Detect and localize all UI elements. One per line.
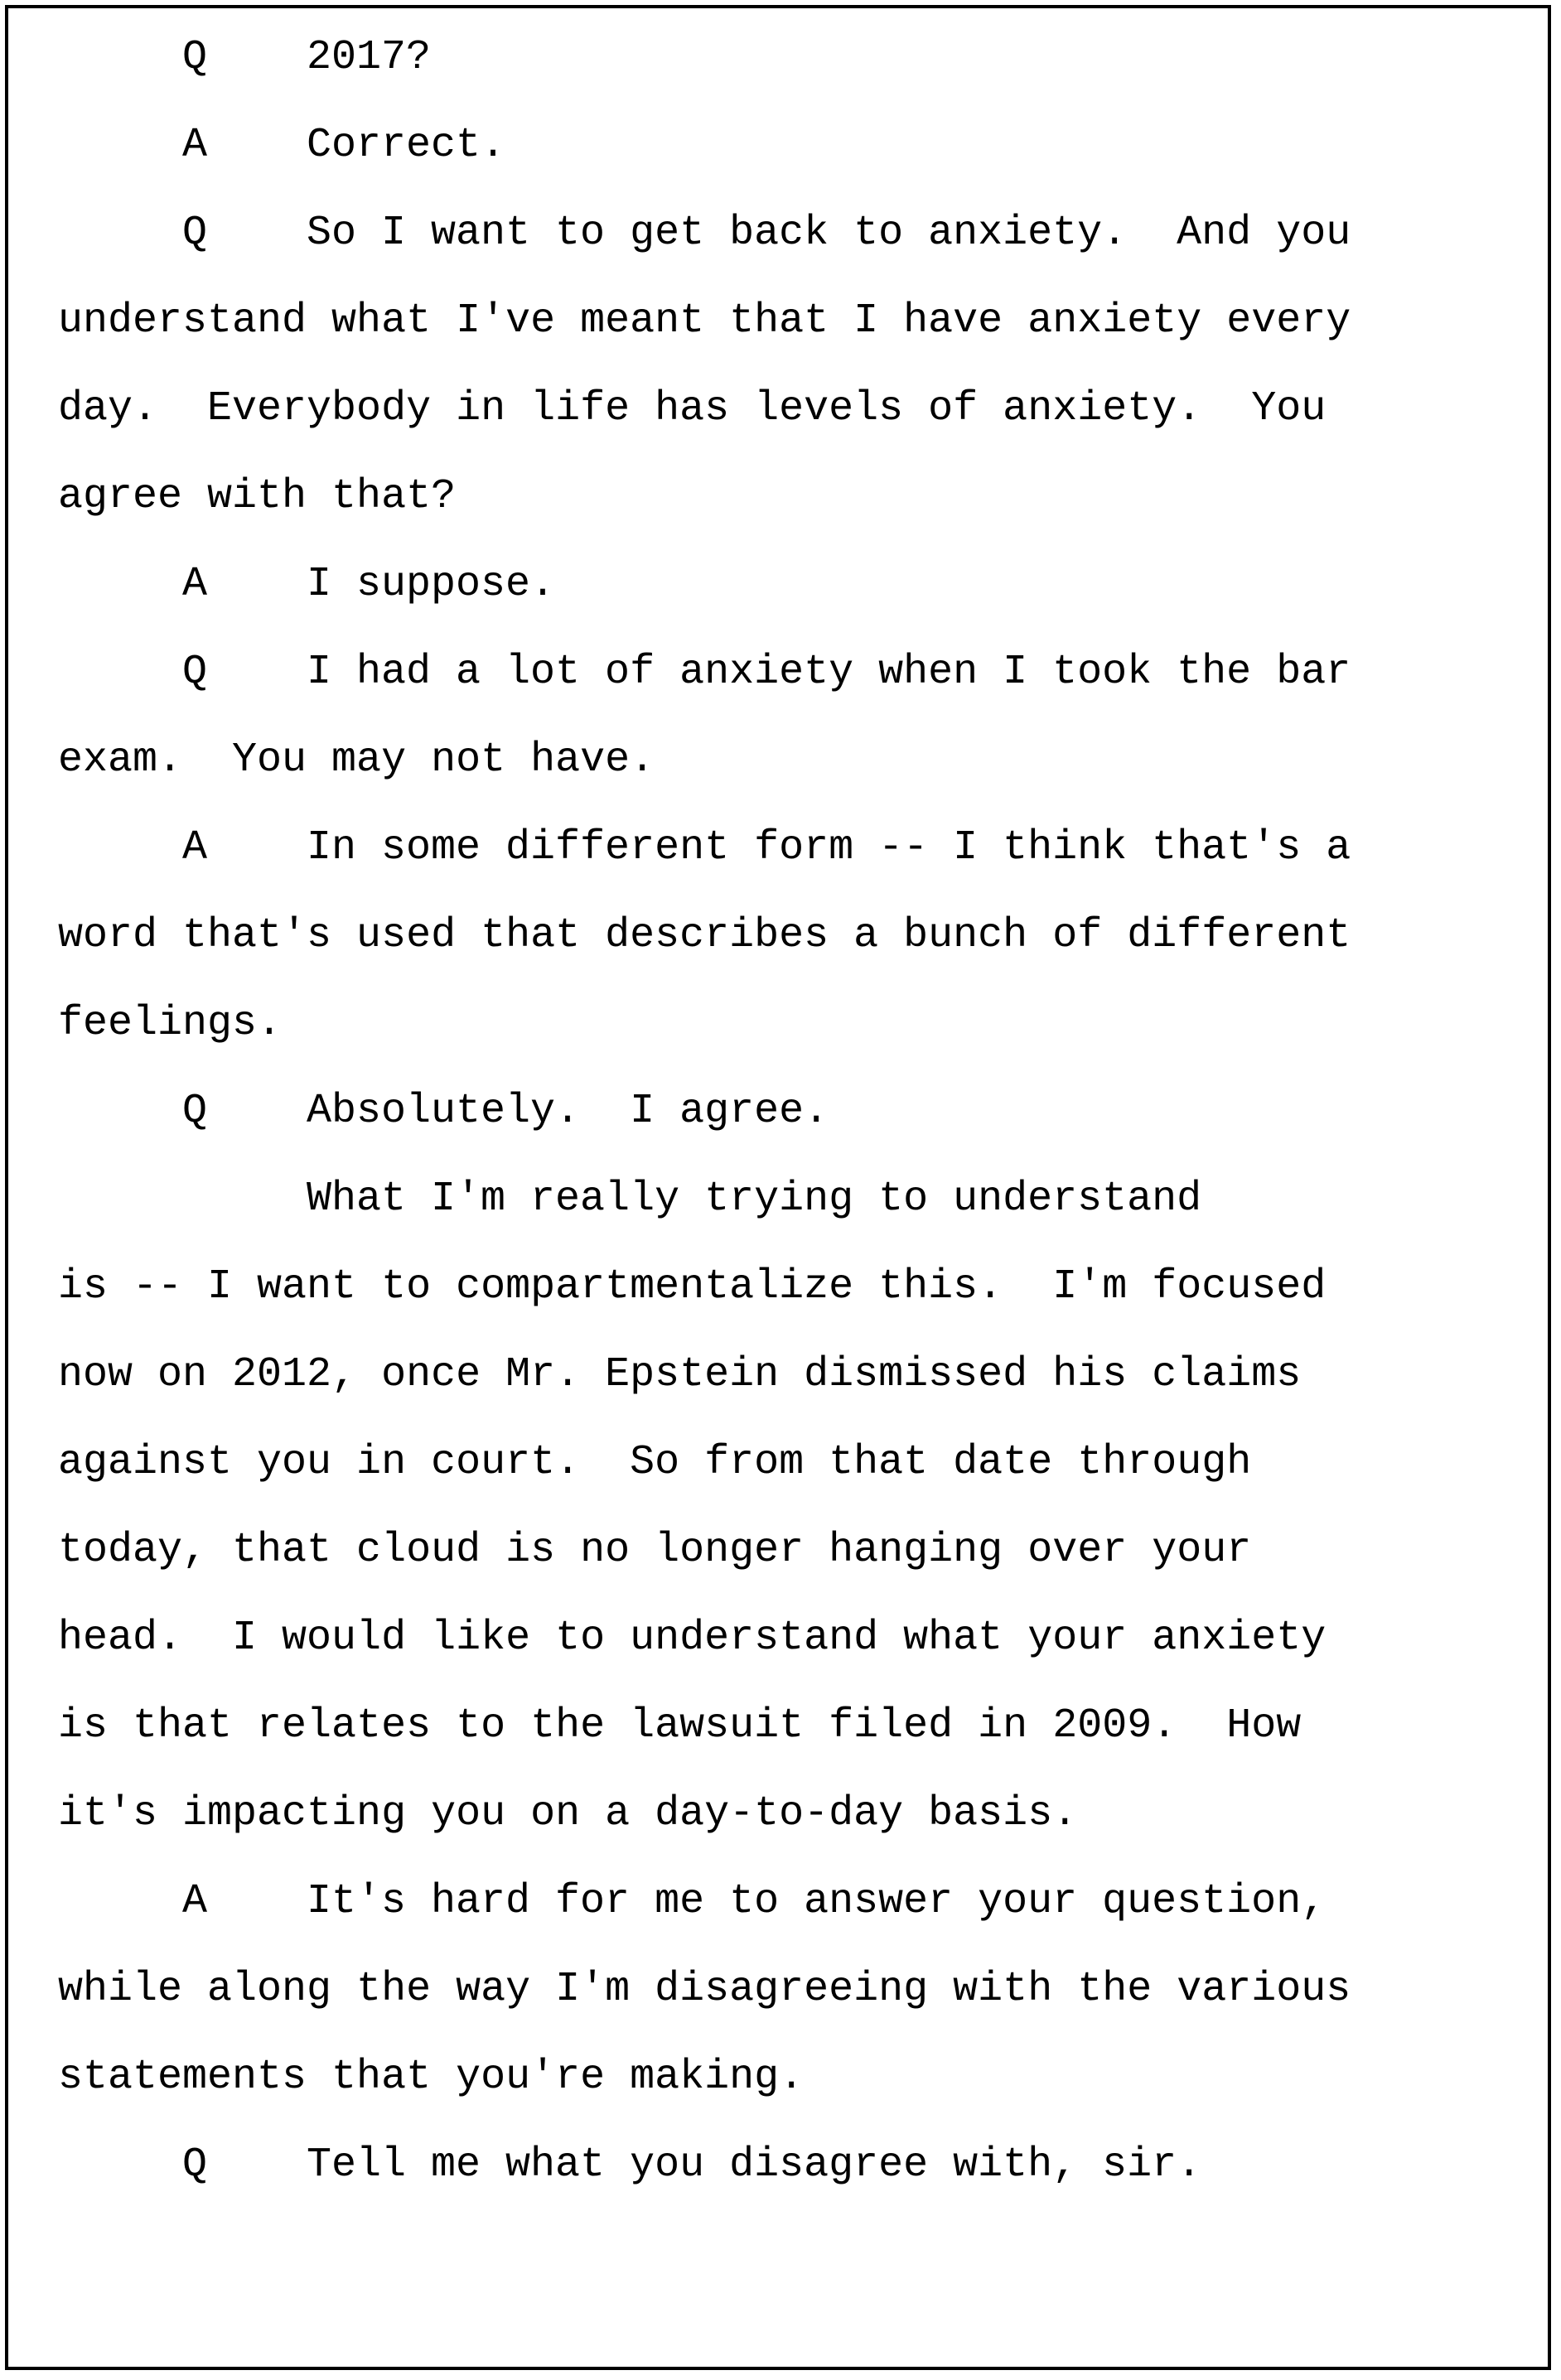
speaker-label: Q [182,649,208,696]
line-text: agree with that? [58,473,457,520]
line-text: It's hard for me to answer your question, [307,1878,1327,1925]
speaker-label: Q [182,34,208,81]
transcript-line [0,717,1561,804]
speaker-label: A [182,824,208,871]
transcript-line [0,102,1561,190]
line-text: now on 2012, once Mr. Epstein dismissed his claims [58,1351,1302,1398]
transcript-line [0,1682,1561,1770]
transcript-line [0,629,1561,717]
transcript-line [0,1946,1561,2034]
speaker-label: Q [182,2141,208,2189]
transcript-line [0,804,1561,892]
transcript-line [0,1243,1561,1331]
line-text: So I want to get back to anxiety. And you [307,210,1351,257]
speaker-label: A [182,561,208,608]
transcript-line [0,278,1561,365]
line-text: statements that you're making. [58,2054,805,2101]
transcript-line [0,1331,1561,1419]
transcript-line [0,980,1561,1068]
line-text: In some different form -- I think that's a [307,824,1351,871]
line-text: is -- I want to compartmentalize this. I'm focused [58,1263,1327,1311]
line-text: is that relates to the lawsuit filed in 2009. How [58,1702,1302,1750]
line-text: 2017? [307,34,432,81]
transcript-line [0,2122,1561,2209]
line-text: Tell me what you disagree with, sir. [307,2141,1202,2189]
transcript-line [0,1068,1561,1156]
transcript-line [0,14,1561,102]
line-text: Absolutely. I agree. [307,1088,829,1135]
transcript-line [0,1595,1561,1682]
transcript-line [0,892,1561,980]
line-text: while along the way I'm disagreeing with the various [58,1966,1351,2013]
line-text: word that's used that describes a bunch of different [58,912,1351,959]
transcript-line [0,453,1561,541]
transcript-line [0,190,1561,278]
line-text: understand what I've meant that I have anxiety every [58,297,1351,345]
line-text: head. I would like to understand what your anxiety [58,1615,1327,1662]
line-text: I suppose. [307,561,556,608]
transcript-line [0,365,1561,453]
line-text: today, that cloud is no longer hanging over your [58,1527,1252,1574]
transcript-line [0,1858,1561,1946]
speaker-label: A [182,1878,208,1925]
speaker-label: Q [182,1088,208,1135]
line-text: Correct. [307,122,506,169]
transcript-line [0,1419,1561,1507]
speaker-label: A [182,122,208,169]
line-text: it's impacting you on a day-to-day basis. [58,1790,1078,1837]
line-text: feelings. [58,1000,283,1047]
speaker-label: Q [182,210,208,257]
line-text: I had a lot of anxiety when I took the bar [307,649,1351,696]
transcript-line [0,1770,1561,1858]
transcript-line [0,1156,1561,1243]
transcript-line [0,1507,1561,1595]
line-text: exam. You may not have. [58,736,655,784]
line-text: day. Everybody in life has levels of anxiety. You [58,385,1327,432]
transcript-line [0,541,1561,629]
line-text: against you in court. So from that date through [58,1439,1252,1486]
transcript-line [0,2034,1561,2122]
line-text: What I'm really trying to understand [307,1176,1202,1223]
